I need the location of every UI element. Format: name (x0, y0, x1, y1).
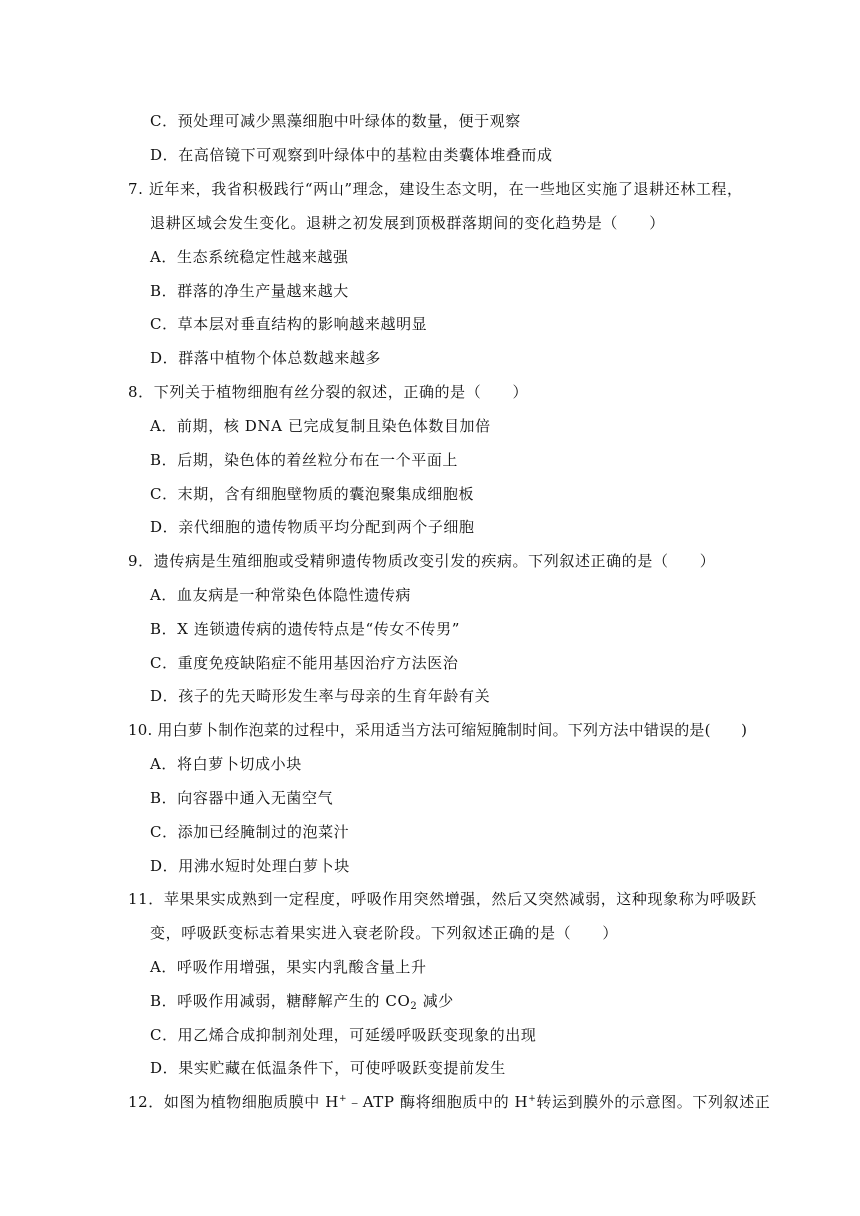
q12-stem-text: 12．如图为植物细胞质膜中 H (128, 1093, 339, 1111)
co2-subscript: 2 (410, 1001, 418, 1012)
q9-option-b: B．X 连锁遗传病的遗传特点是“传女不传男” (150, 620, 461, 638)
h-plus-superscript-2: + (528, 1094, 537, 1104)
q12-stem-tail: 转运到膜外的示意图。下列叙述正 (536, 1093, 771, 1111)
q11-option-d: D．果实贮藏在低温条件下，可使呼吸跃变提前发生 (150, 1059, 506, 1077)
q10-stem: 10. 用白萝卜制作泡菜的过程中，采用适当方法可缩短腌制时间。下列方法中错误的是( ) (128, 721, 748, 739)
q8-option-d: D．亲代细胞的遗传物质平均分配到两个子细胞 (150, 518, 475, 536)
h-plus-superscript: + (338, 1094, 348, 1104)
q11-option-b-tail: 减少 (417, 992, 454, 1010)
q6-option-c: C．预处理可减少黑藻细胞中叶绿体的数量，便于观察 (150, 112, 521, 130)
q11-option-b-text: B．呼吸作用减弱，糖酵解产生的 CO (150, 992, 411, 1010)
q7-option-c: C．草本层对垂直结构的影响越来越明显 (150, 315, 428, 333)
q11-stem-line1: 11．苹果果实成熟到一定程度，呼吸作用突然增强，然后又突然减弱，这种现象称为呼吸跃 (128, 890, 757, 908)
q12-stem-mid: ﹣ATP 酶将细胞质中的 H (347, 1093, 529, 1111)
q8-option-c: C．末期，含有细胞壁物质的囊泡聚集成细胞板 (150, 485, 475, 503)
q7-stem-line1: 7. 近年来，我省积极践行“两山”理念，建设生态文明，在一些地区实施了退耕还林工程， (128, 180, 743, 198)
q7-option-a: A．生态系统稳定性越来越强 (150, 248, 349, 266)
q8-option-b: B．后期，染色体的着丝粒分布在一个平面上 (150, 451, 459, 469)
q11-option-c: C．用乙烯合成抑制剂处理，可延缓呼吸跃变现象的出现 (150, 1026, 537, 1044)
q7-option-b: B．群落的净生产量越来越大 (150, 282, 349, 300)
q7-option-d: D．群落中植物个体总数越来越多 (150, 349, 382, 367)
q8-stem: 8．下列关于植物细胞有丝分裂的叙述，正确的是（ ） (128, 383, 529, 401)
q11-option-b (150, 991, 454, 1011)
q11-option-a: A．呼吸作用增强，果实内乳酸含量上升 (150, 958, 427, 976)
q9-option-d: D．孩子的先天畸形发生率与母亲的生育年龄有关 (150, 687, 491, 705)
q10-option-c: C．添加已经腌制过的泡菜汁 (150, 823, 350, 841)
q12-stem (128, 1092, 770, 1112)
q9-stem: 9．遗传病是生殖细胞或受精卵遗传物质改变引发的疾病。下列叙述正确的是（ ） (128, 552, 716, 570)
q7-stem-line2: 退耕区域会发生变化。退耕之初发展到顶极群落期间的变化趋势是（ ） (150, 214, 665, 232)
q10-option-d: D．用沸水短时处理白萝卜块 (150, 857, 350, 875)
q10-option-b: B．向容器中通入无菌空气 (150, 789, 334, 807)
q9-option-c: C．重度免疫缺陷症不能用基因治疗方法医治 (150, 654, 459, 672)
q11-stem-line2: 变，呼吸跃变标志着果实进入衰老阶段。下列叙述正确的是（ ） (150, 924, 619, 942)
q8-option-a: A．前期，核 DNA 已完成复制且染色体数目加倍 (150, 417, 491, 435)
q9-option-a: A．血友病是一种常染色体隐性遗传病 (150, 586, 412, 604)
q6-option-d: D．在高倍镜下可观察到叶绿体中的基粒由类囊体堆叠而成 (150, 146, 553, 164)
q10-option-a: A．将白萝卜切成小块 (150, 755, 302, 773)
